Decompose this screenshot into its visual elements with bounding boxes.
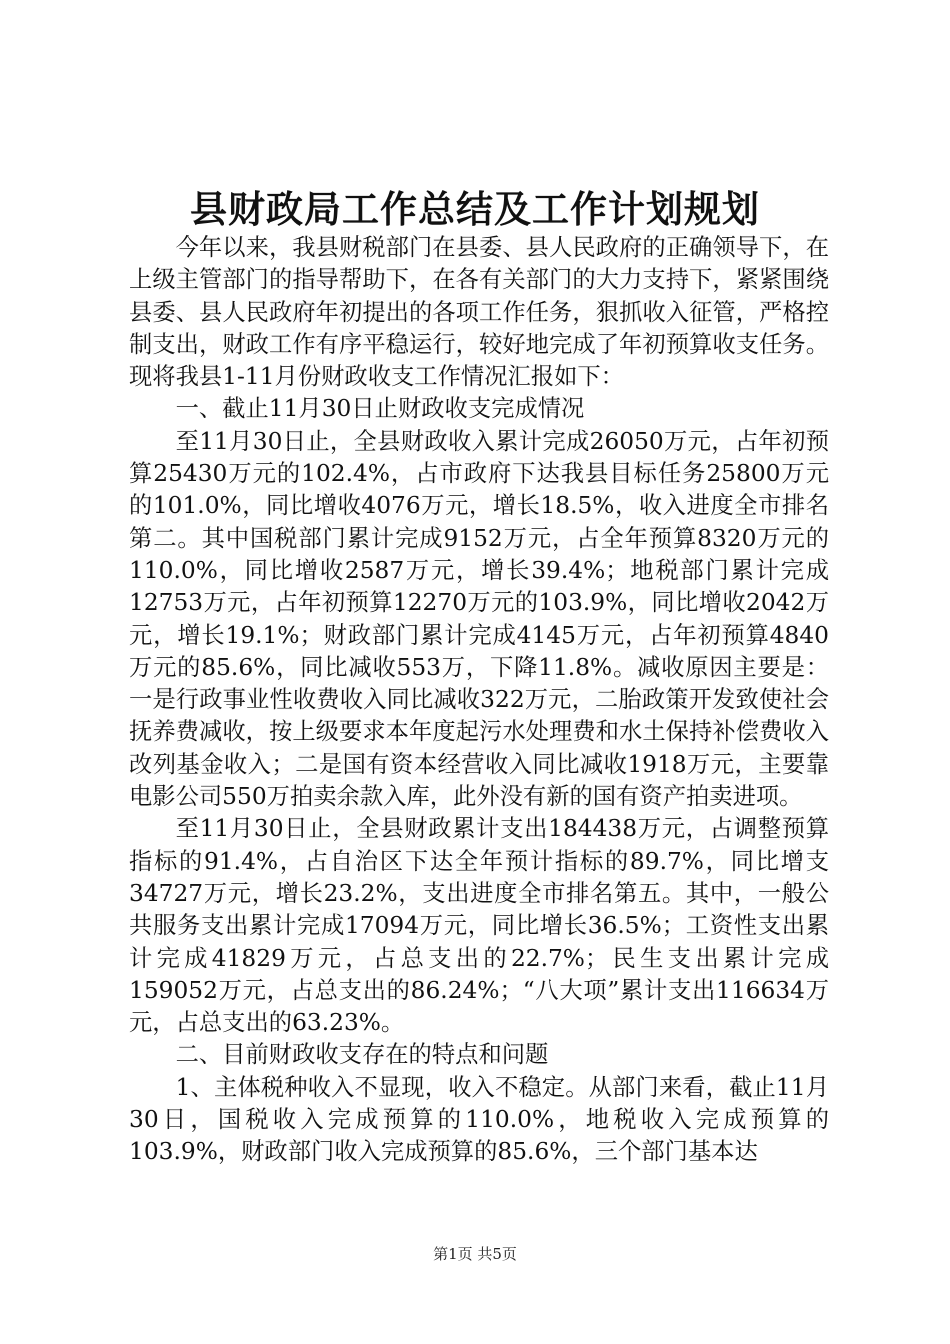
document-body: [129, 232, 829, 1169]
revenue-paragraph: 至11月30日止，全县财政收入累计完成26050万元，占年初预算25430万元的102.4%，占市政府下达我县目标任务25800万元的101.0%，同比增收4076万元，增长18.5%，收入进度全市排名第二。其中国税部门累计完成9152万元，占全年预算8320万元的110.0%，同比增收2587万元，增长39.4%；地税部门累计完成12753万元，占年初预算12270万元的103.9%，同比增收2042万元，增长19.1%；财政部门累计完成4145万元，占年初预算4840万元的85.6%，同比减收553万，下降11.8%。减收原因主要是：一是行政事业性收费收入同比减收322万元，二胎政策开发致使社会抚养费减收，按上级要求本年度起污水处理费和水土保持补偿费收入改列基金收入；二是国有资本经营收入同比减收1918万元，主要靠电影公司550万拍卖余款入库，此外没有新的国有资产拍卖进项。: [129, 427, 829, 811]
intro-paragraph: 今年以来，我县财税部门在县委、县人民政府的正确领导下，在上级主管部门的指导帮助下，在各有关部门的大力支持下，紧紧围绕县委、县人民政府年初提出的各项工作任务，狠抓收入征管，严格控制支出，财政工作有序平稳运行，较好地完成了年初预算收支任务。现将我县1-11月份财政收支工作情况汇报如下：: [129, 234, 829, 391]
page-footer: 第1页 共5页: [433, 1245, 517, 1263]
section-heading-2: 二、目前财政收支存在的特点和问题: [175, 1041, 549, 1069]
expenditure-paragraph: 至11月30日止，全县财政累计支出184438万元，占调整预算指标的91.4%，占自治区下达全年预计指标的89.7%，同比增支34727万元，增长23.2%，支出进度全市排名第五。其中，一般公共服务支出累计完成17094万元，同比增长36.5%；工资性支出累计完成41829万元，占总支出的22.7%；民生支出累计完成159052万元，占总支出的86.24%；“八大项”累计支出116634万元，占总支出的63.23%。: [129, 815, 829, 1037]
issue-paragraph-1: 1、主体税种收入不显现，收入不稳定。从部门来看，截止11月30日，国税收入完成预算的110.0%，地税收入完成预算的103.9%，财政部门收入完成预算的85.6%，三个部门基本达: [129, 1073, 829, 1166]
section-heading-1: 一、截止11月30日止财政收支完成情况: [175, 395, 585, 423]
document-title: 县财政局工作总结及工作计划规划: [190, 187, 760, 231]
